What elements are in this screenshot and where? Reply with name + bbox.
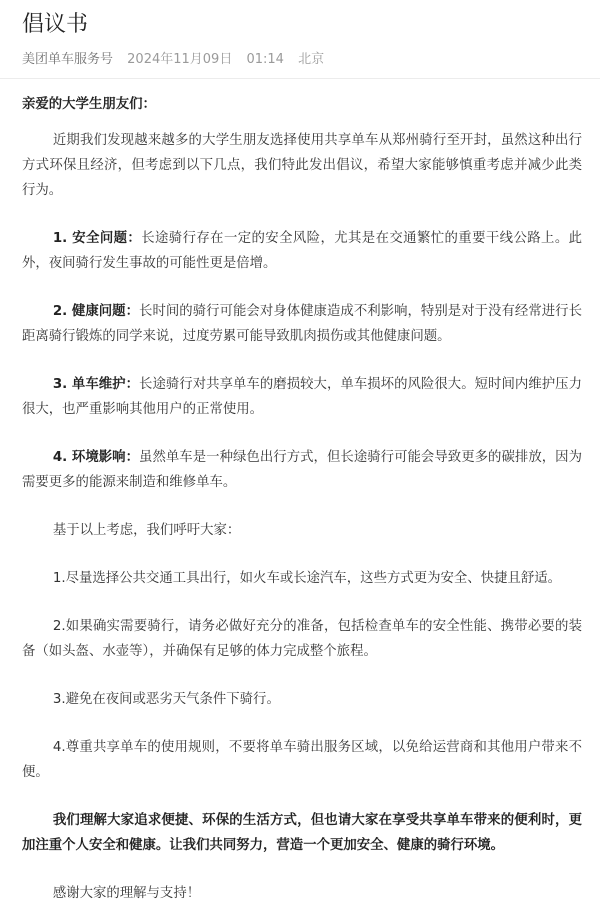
concern-paragraph [22, 226, 582, 276]
closing-paragraph: 我们理解大家追求便捷、环保的生活方式，但也请大家在享受共享单车带来的便利时，更加注重个人安全和健康。让我们共同努力，营造一个更加安全、健康的骑行环境。 [22, 813, 582, 853]
article-meta [22, 52, 334, 68]
concern-paragraph [22, 445, 582, 495]
concern-label: 2. 健康问题： [52, 304, 140, 319]
call-item: 2.如果确实需要骑行，请务必做好充分的准备，包括检查单车的安全性能、携带必要的装备（如头盔、水壶等），并确保有足够的体力完成整个旅程。 [22, 619, 582, 659]
publish-date: 2024年11月09日 [127, 52, 233, 67]
publish-time: 01:14 [246, 52, 284, 67]
call-item: 4.尊重共享单车的使用规则，不要将单车骑出服务区域，以免给运营商和其他用户带来不便。 [22, 740, 582, 780]
concern-paragraph [22, 299, 582, 349]
call-item: 1.尽量选择公共交通工具出行，如火车或长途汽车，这些方式更为安全、快捷且舒适。 [52, 571, 562, 586]
concern-text: 长途骑行对共享单车的磨损较大，单车损坏的风险很大。短时间内维护压力很大，也严重影响其他用户的正常使用。 [22, 377, 582, 417]
concern-label: 3. 单车维护： [52, 377, 140, 392]
thanks-paragraph: 感谢大家的理解与支持！ [52, 886, 201, 901]
article-body [22, 92, 582, 906]
concern-paragraph [22, 372, 582, 422]
concern-label: 1. 安全问题： [52, 231, 142, 246]
concern-text: 长途骑行存在一定的安全风险，尤其是在交通繁忙的重要干线公路上。此外，夜间骑行发生事故的可能性更是倍增。 [22, 231, 582, 271]
concern-text: 长时间的骑行可能会对身体健康造成不利影响，特别是对于没有经常进行长距离骑行锻炼的同学来说，过度劳累可能导致肌肉损伤或其他健康问题。 [22, 304, 582, 344]
concern-text: 虽然单车是一种绿色出行方式，但长途骑行可能会导致更多的碳排放，因为需要更多的能源来制造和维修单车。 [22, 450, 582, 490]
divider [0, 78, 600, 79]
call-item: 3.避免在夜间或恶劣天气条件下骑行。 [52, 692, 280, 707]
concern-label: 4. 环境影响： [52, 450, 140, 465]
intro-paragraph: 近期我们发现越来越多的大学生朋友选择使用共享单车从郑州骑行至开封，虽然这种出行方式环保且经济，但考虑到以下几点，我们特此发出倡议，希望大家能够慎重考虑并减少此类行为。 [22, 133, 582, 198]
article-title: 倡议书 [22, 12, 89, 37]
publish-location: 北京 [298, 52, 325, 67]
author-name[interactable]: 美团单车服务号 [22, 52, 114, 67]
call-intro: 基于以上考虑，我们呼吁大家： [52, 523, 241, 538]
greeting: 亲爱的大学生朋友们： [22, 97, 156, 112]
